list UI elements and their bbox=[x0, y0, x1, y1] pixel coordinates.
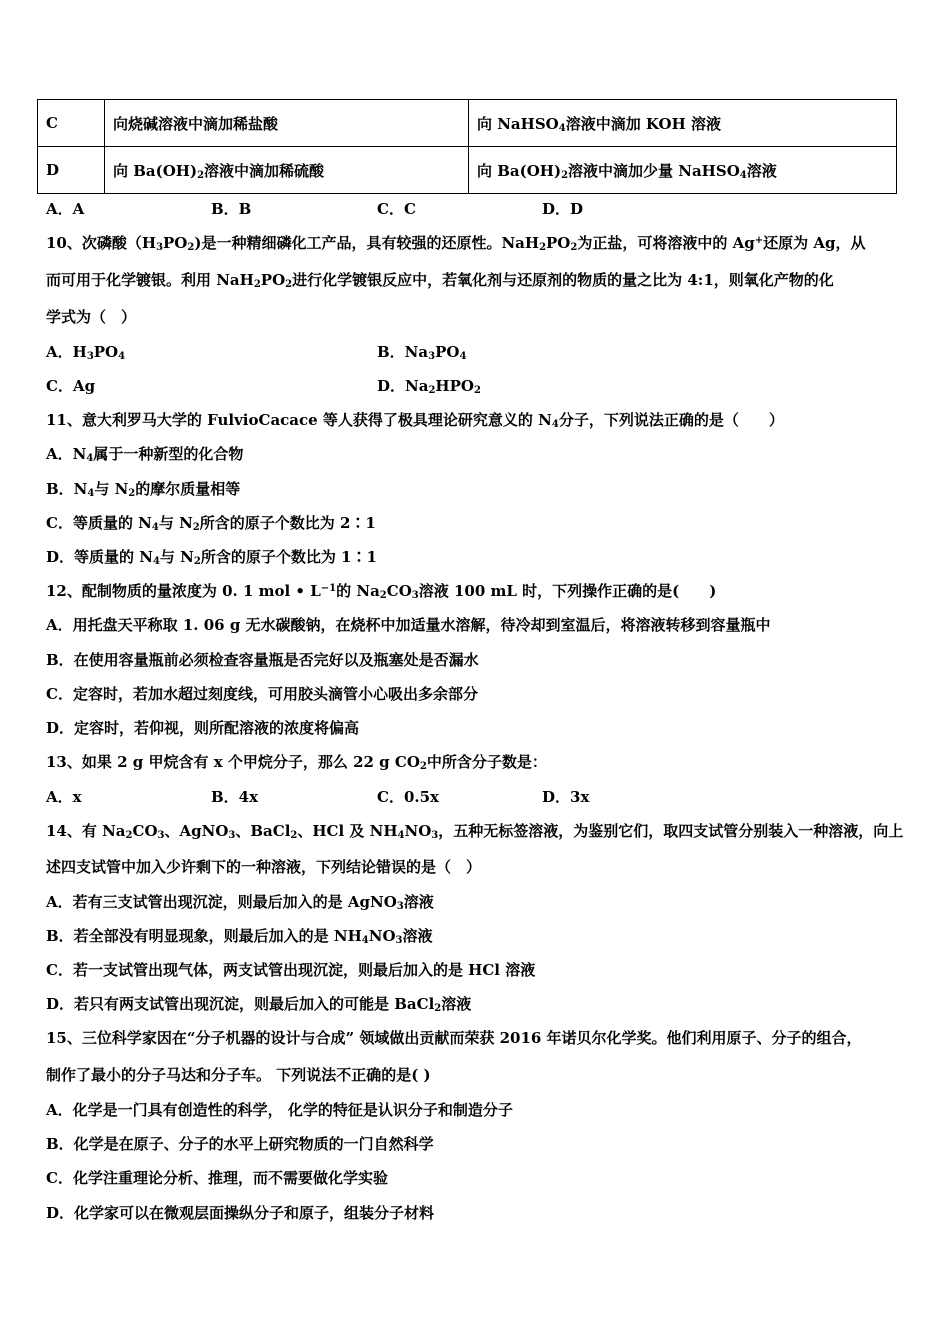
table-row bbox=[38, 100, 897, 147]
q9-option-b: B．B bbox=[211, 200, 252, 218]
q13-stem: 13、如果 2 g 甲烷含有 x 个甲烷分子，那么 22 g $CO_2$中所含分子数是： bbox=[46, 753, 547, 772]
table-cell: D bbox=[38, 147, 105, 194]
q9-option-d: D．D bbox=[542, 200, 584, 218]
q12-option-d: D．定容时，若仰视，则所配溶液的浓度将偏高 bbox=[46, 719, 360, 737]
q14-option-a: A．若有三支试管出现沉淀，则最后加入的是 AgNO$_3$溶液 bbox=[46, 893, 434, 912]
q15-option-b: B．化学是在原子、分子的水平上研究物质的一门自然科学 bbox=[46, 1135, 434, 1153]
q9-option-a: A．A bbox=[46, 200, 85, 218]
comparison-table bbox=[37, 99, 897, 194]
q10-option-a: A．$H_3PO_4$ bbox=[46, 343, 126, 362]
q13-option-b: B．4x bbox=[211, 788, 259, 806]
table-cell: 向 $Ba(OH)_2$溶液中滴加少量 NaHSO$_4$溶液 bbox=[469, 147, 897, 194]
q14-option-d: D．若只有两支试管出现沉淀，则最后加入的可能是 BaCl$_2$溶液 bbox=[46, 995, 472, 1014]
q15-stem-line1: 15、三位科学家因在“分子机器的设计与合成” 领域做出贡献而荣获 2016 年诺贝尔化学奖。他们利用原子、分子的组合， bbox=[46, 1029, 862, 1047]
q11-option-b: B．$N_4$与 $N_2$的摩尔质量相等 bbox=[46, 480, 241, 499]
q13-option-a: A．x bbox=[46, 788, 82, 806]
q13-option-c: C．0.5x bbox=[377, 788, 439, 806]
table-cell: 向 NaHSO$_4$溶液中滴加 KOH 溶液 bbox=[469, 100, 897, 147]
q10-stem-line2: 而可用于化学镀银。利用 $NaH_2PO_2$进行化学镀银反应中，若氧化剂与还原剂的物质的量之比为 4:1，则氧化产物的化 bbox=[46, 271, 834, 290]
q13-option-d: D．3x bbox=[542, 788, 590, 806]
q9-option-c: C．C bbox=[377, 200, 416, 218]
table-cell: C bbox=[38, 100, 105, 147]
q12-stem: 12、配制物质的量浓度为 0. 1 mol • $L^{-1}$的 $Na_2CO_3$溶液 100 mL 时，下列操作正确的是( ) bbox=[46, 582, 717, 601]
q11-option-d: D．等质量的 $N_4$与 $N_2$所含的原子个数比为 1∶1 bbox=[46, 548, 377, 567]
q10-stem-line1: 10、次磷酸$(H_3PO_2)$是一种精细磷化工产品，具有较强的还原性。$NaH_2PO_2$为正盐，可将溶液中的 Ag+还原为 Ag，从 bbox=[46, 234, 866, 253]
q10-option-b: B．$Na_3PO_4$ bbox=[377, 343, 467, 362]
q14-stem-line1: 14、有 $Na_2CO_3$、AgNO$_3$、BaCl$_2$、HCl 及 $NH_4NO_3$，五种无标签溶液，为鉴别它们，取四支试管分别装入一种溶液，向上 bbox=[46, 822, 904, 841]
q10-option-c: C．Ag bbox=[46, 377, 96, 395]
q15-option-c: C．化学注重理论分析、推理，而不需要做化学实验 bbox=[46, 1169, 388, 1187]
q11-stem: 11、意大利罗马大学的 FulvioCacace 等人获得了极具理论研究意义的 $N_4$分子，下列说法正确的是（ ） bbox=[46, 411, 784, 430]
q14-option-b: B．若全部没有明显现象，则最后加入的是 $NH_4NO_3$溶液 bbox=[46, 927, 433, 946]
q10-stem-line3: 学式为（ ） bbox=[46, 308, 137, 326]
q12-option-c: C．定容时，若加水超过刻度线，可用胶头滴管小心吸出多余部分 bbox=[46, 685, 478, 703]
q14-stem-line2: 述四支试管中加入少许剩下的一种溶液，下列结论错误的是（ ） bbox=[46, 858, 482, 876]
q10-option-d: D．$Na_2HPO_2$ bbox=[377, 377, 481, 396]
table-cell: 向 $Ba(OH)_2$溶液中滴加稀硫酸 bbox=[105, 147, 469, 194]
table-row bbox=[38, 147, 897, 194]
q11-option-a: A．$N_4$属于一种新型的化合物 bbox=[46, 445, 244, 464]
q15-option-d: D．化学家可以在微观层面操纵分子和原子，组装分子材料 bbox=[46, 1204, 435, 1222]
table-cell: 向烧碱溶液中滴加稀盐酸 bbox=[105, 100, 469, 147]
q15-option-a: A．化学是一门具有创造性的科学， 化学的特征是认识分子和制造分子 bbox=[46, 1101, 513, 1119]
q15-stem-line2: 制作了最小的分子马达和分子车。 下列说法不正确的是( ) bbox=[46, 1066, 431, 1084]
q11-option-c: C．等质量的 $N_4$与 $N_2$所含的原子个数比为 2∶1 bbox=[46, 514, 376, 533]
q12-option-b: B．在使用容量瓶前必须检查容量瓶是否完好以及瓶塞处是否漏水 bbox=[46, 651, 479, 669]
q14-option-c: C．若一支试管出现气体，两支试管出现沉淀，则最后加入的是 HCl 溶液 bbox=[46, 961, 536, 979]
q12-option-a: A．用托盘天平称取 1. 06 g 无水碳酸钠，在烧杯中加适量水溶解，待冷却到室温后，将溶液转移到容量瓶中 bbox=[46, 616, 771, 634]
